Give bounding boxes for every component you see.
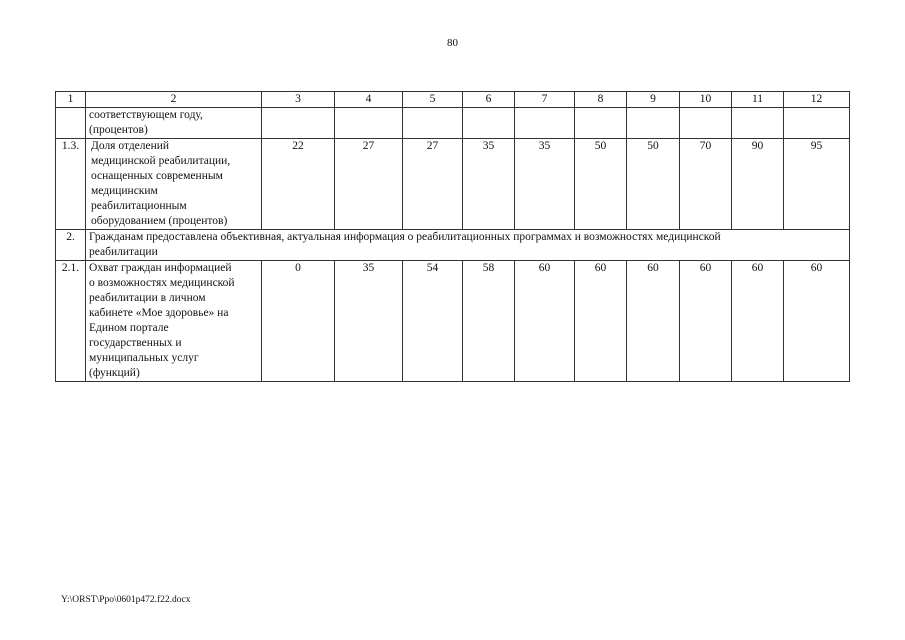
table-row xyxy=(56,261,850,382)
header-cell: 1 xyxy=(56,92,86,108)
section-row xyxy=(56,230,850,261)
value-cell: 60 xyxy=(680,261,732,382)
value-cell: 0 xyxy=(262,261,335,382)
value-cell: 50 xyxy=(575,139,627,230)
header-cell: 4 xyxy=(335,92,403,108)
value-cell xyxy=(680,108,732,139)
header-cell: 7 xyxy=(515,92,575,108)
value-cell xyxy=(575,108,627,139)
value-cell xyxy=(463,108,515,139)
value-cell xyxy=(784,108,850,139)
value-cell: 35 xyxy=(335,261,403,382)
value-cell: 58 xyxy=(463,261,515,382)
row-index xyxy=(56,108,86,139)
value-cell: 22 xyxy=(262,139,335,230)
value-cell: 70 xyxy=(680,139,732,230)
value-cell: 60 xyxy=(732,261,784,382)
file-path-footer: Y:\ORST\Ppo\0601p472.f22.docx xyxy=(61,595,191,605)
value-cell: 27 xyxy=(335,139,403,230)
value-cell: 27 xyxy=(403,139,463,230)
header-cell: 9 xyxy=(627,92,680,108)
header-cell: 12 xyxy=(784,92,850,108)
value-cell xyxy=(335,108,403,139)
header-cell: 6 xyxy=(463,92,515,108)
value-cell: 60 xyxy=(784,261,850,382)
header-cell: 11 xyxy=(732,92,784,108)
row-index: 1.3. xyxy=(56,139,86,230)
table-header-row xyxy=(56,92,850,108)
section-index: 2. xyxy=(56,230,86,261)
header-cell: 2 xyxy=(86,92,262,108)
value-cell xyxy=(732,108,784,139)
row-description: Доля отделений медицинской реабилитации, оснащенных современным медицинским реабилитационным оборудованием (процентов) xyxy=(86,139,262,230)
page-number: 80 xyxy=(447,37,458,49)
table-row xyxy=(56,139,850,230)
value-cell: 60 xyxy=(627,261,680,382)
value-cell xyxy=(403,108,463,139)
header-cell: 8 xyxy=(575,92,627,108)
header-cell: 5 xyxy=(403,92,463,108)
header-cell: 10 xyxy=(680,92,732,108)
row-description: соответствующем году, (процентов) xyxy=(86,108,262,139)
value-cell xyxy=(262,108,335,139)
header-cell: 3 xyxy=(262,92,335,108)
value-cell xyxy=(515,108,575,139)
table-row xyxy=(56,108,850,139)
value-cell: 35 xyxy=(463,139,515,230)
section-title: Гражданам предоставлена объективная, актуальная информация о реабилитационных программах и возможностях медицинской реабилитации xyxy=(86,230,850,261)
value-cell: 95 xyxy=(784,139,850,230)
value-cell: 90 xyxy=(732,139,784,230)
value-cell: 60 xyxy=(515,261,575,382)
value-cell: 35 xyxy=(515,139,575,230)
row-description: Охват граждан информацией о возможностях медицинской реабилитации в личном кабинете «Мое здоровье» на Едином портале государственных и муниципальных услуг (функций) xyxy=(86,261,262,382)
value-cell: 50 xyxy=(627,139,680,230)
value-cell xyxy=(627,108,680,139)
indicators-table xyxy=(55,91,850,382)
value-cell: 54 xyxy=(403,261,463,382)
value-cell: 60 xyxy=(575,261,627,382)
row-index: 2.1. xyxy=(56,261,86,382)
